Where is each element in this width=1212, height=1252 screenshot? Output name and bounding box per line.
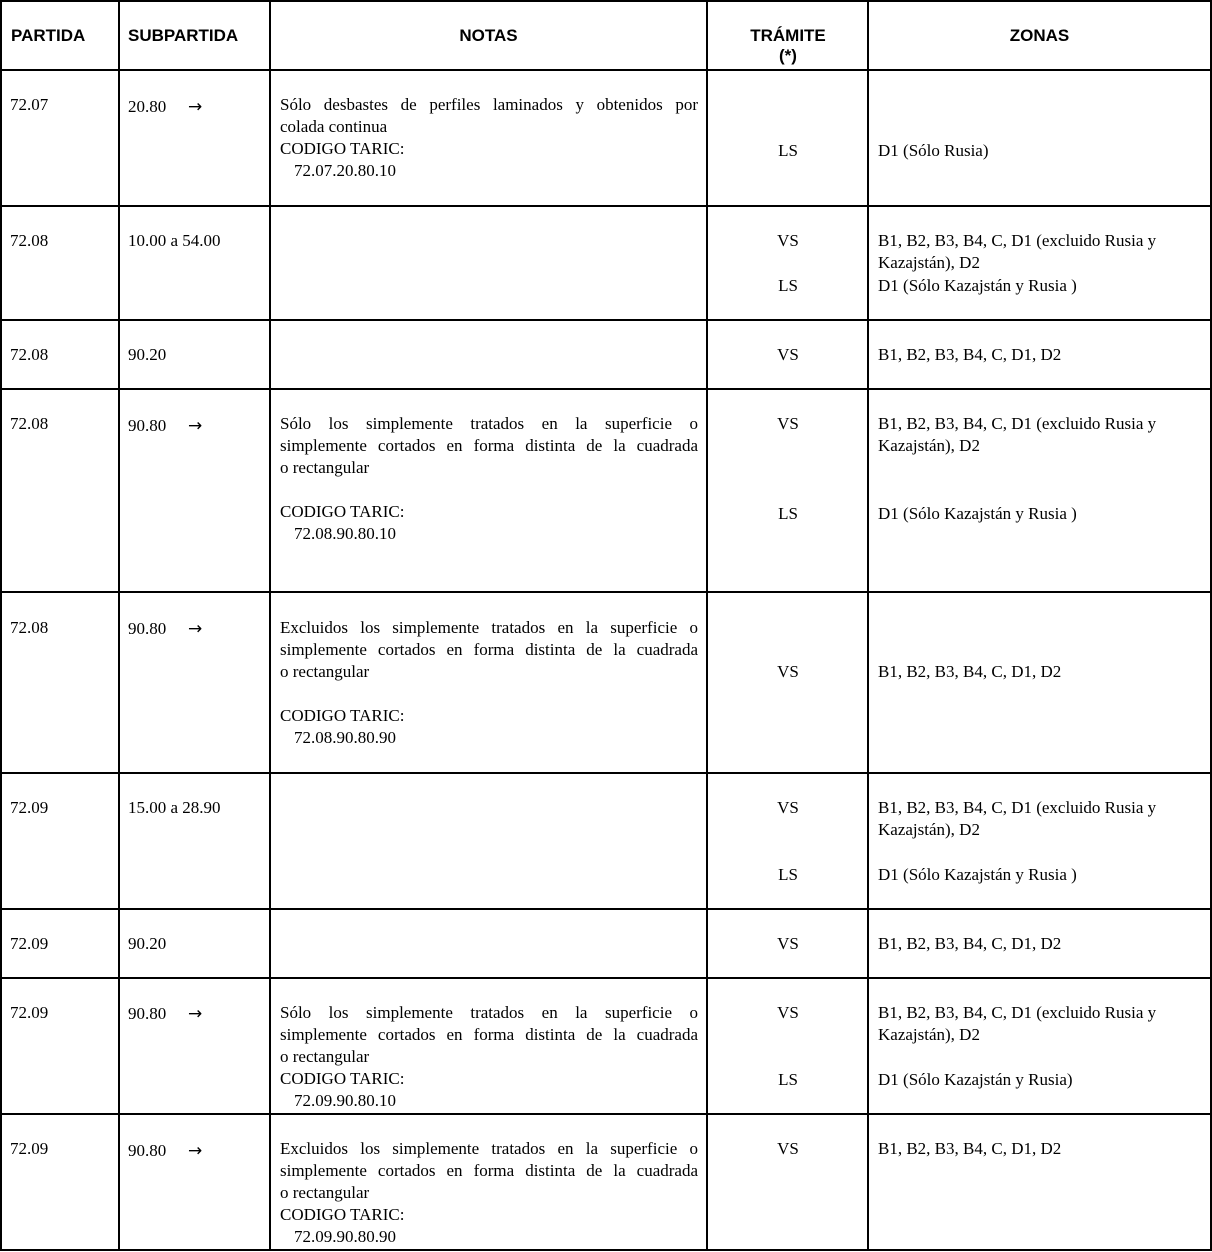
notes-line: Sólo los simplemente tratados en la superficie o — [280, 1003, 698, 1022]
cell-notas — [280, 617, 698, 749]
cell-partida: 72.09 — [10, 1003, 49, 1022]
cell-partida: 72.08 — [10, 231, 49, 250]
cell-subpartida: 90.80 — [128, 1141, 167, 1160]
cell-subpartida: 10.00 a 54.00 — [128, 231, 221, 250]
cell-zonas: Kazajstán), D2 — [878, 820, 980, 839]
cell-notas — [280, 1002, 698, 1112]
cell-zonas: Kazajstán), D2 — [878, 1025, 980, 1044]
row-divider — [0, 772, 1212, 774]
header-subpartida: SUBPARTIDA — [128, 26, 239, 45]
cell-partida: 72.08 — [10, 618, 49, 637]
cell-tramite: VS — [777, 345, 799, 364]
col-divider — [269, 0, 271, 1251]
notes-line: o rectangular — [280, 458, 370, 477]
arrow-icon: → — [188, 619, 203, 639]
row-divider — [0, 1113, 1212, 1115]
header-tramite-note: (*) — [779, 46, 797, 65]
taric-label: CODIGO TARIC: — [280, 139, 405, 158]
cell-subpartida: 20.80 — [128, 97, 167, 116]
row-divider — [0, 388, 1212, 390]
cell-notas — [280, 413, 698, 545]
notes-line: o rectangular — [280, 662, 370, 681]
col-divider — [118, 0, 120, 1251]
header-partida: PARTIDA — [11, 26, 86, 45]
taric-label: CODIGO TARIC: — [280, 1069, 405, 1088]
cell-partida: 72.07 — [10, 95, 49, 114]
table-border-bottom — [0, 1249, 1212, 1251]
header-tramite: TRÁMITE — [750, 26, 826, 45]
header-zonas: ZONAS — [1009, 26, 1070, 45]
notes-line: simplemente cortados en forma distinta de la cuadrada — [280, 1161, 698, 1180]
cell-notas — [280, 1138, 698, 1248]
cell-zonas: D1 (Sólo Kazajstán y Rusia ) — [878, 276, 1077, 295]
cell-tramite: VS — [777, 1003, 799, 1022]
cell-partida: 72.09 — [10, 798, 49, 817]
cell-tramite: LS — [778, 1070, 798, 1089]
notes-line: colada continua — [280, 117, 388, 136]
arrow-icon: → — [188, 416, 203, 436]
taric-label: CODIGO TARIC: — [280, 706, 405, 725]
cell-subpartida: 90.20 — [128, 934, 167, 953]
notes-line: o rectangular — [280, 1047, 370, 1066]
cell-partida: 72.08 — [10, 345, 49, 364]
cell-zonas: D1 (Sólo Kazajstán y Rusia) — [878, 1070, 1073, 1089]
cell-subpartida: 90.20 — [128, 345, 167, 364]
taric-label: CODIGO TARIC: — [280, 1205, 405, 1224]
cell-tramite: VS — [777, 414, 799, 433]
cell-zonas: B1, B2, B3, B4, C, D1 (excluido Rusia y — [878, 231, 1157, 250]
cell-partida: 72.08 — [10, 414, 49, 433]
notes-line: Excluidos los simplemente tratados en la superficie o — [280, 618, 698, 637]
cell-zonas: Kazajstán), D2 — [878, 436, 980, 455]
cell-zonas: B1, B2, B3, B4, C, D1, D2 — [878, 934, 1062, 953]
arrow-icon: → — [188, 1141, 203, 1161]
notes-line: simplemente cortados en forma distinta de la cuadrada — [280, 640, 698, 659]
notes-line: Sólo los simplemente tratados en la superficie o — [280, 414, 698, 433]
cell-tramite: VS — [777, 662, 799, 681]
cell-tramite: LS — [778, 504, 798, 523]
cell-notas — [280, 94, 698, 182]
row-divider — [0, 977, 1212, 979]
cell-zonas: B1, B2, B3, B4, C, D1, D2 — [878, 345, 1062, 364]
taric-label: CODIGO TARIC: — [280, 502, 405, 521]
cell-tramite: LS — [778, 141, 798, 160]
notes-line: Excluidos los simplemente tratados en la superficie o — [280, 1139, 698, 1158]
taric-code: 72.07.20.80.10 — [294, 161, 396, 180]
cell-zonas: B1, B2, B3, B4, C, D1, D2 — [878, 662, 1062, 681]
cell-partida: 72.09 — [10, 934, 49, 953]
cell-tramite: LS — [778, 276, 798, 295]
cell-zonas: Kazajstán), D2 — [878, 253, 980, 272]
cell-tramite: VS — [777, 934, 799, 953]
table-border-top — [0, 0, 1212, 2]
col-divider — [706, 0, 708, 1251]
notes-line: Sólo desbastes de perfiles laminados y obtenidos por — [280, 95, 698, 114]
cell-zonas: B1, B2, B3, B4, C, D1 (excluido Rusia y — [878, 414, 1157, 433]
notes-line: simplemente cortados en forma distinta de la cuadrada — [280, 436, 698, 455]
taric-code: 72.09.90.80.10 — [294, 1091, 396, 1110]
col-border-left — [0, 0, 2, 1251]
taric-code: 72.08.90.80.90 — [294, 728, 396, 747]
cell-subpartida: 90.80 — [128, 1004, 167, 1023]
cell-subpartida: 90.80 — [128, 619, 167, 638]
row-divider — [0, 205, 1212, 207]
row-divider — [0, 591, 1212, 593]
cell-subpartida: 15.00 a 28.90 — [128, 798, 221, 817]
notes-line: o rectangular — [280, 1183, 370, 1202]
cell-tramite: VS — [777, 231, 799, 250]
arrow-icon: → — [188, 97, 203, 117]
cell-zonas: D1 (Sólo Kazajstán y Rusia ) — [878, 504, 1077, 523]
cell-zonas: D1 (Sólo Rusia) — [878, 141, 989, 160]
header-divider — [0, 69, 1212, 71]
cell-zonas: B1, B2, B3, B4, C, D1 (excluido Rusia y — [878, 798, 1157, 817]
row-divider — [0, 319, 1212, 321]
cell-zonas: B1, B2, B3, B4, C, D1, D2 — [878, 1139, 1062, 1158]
cell-partida: 72.09 — [10, 1139, 49, 1158]
cell-subpartida: 90.80 — [128, 416, 167, 435]
cell-tramite: VS — [777, 1139, 799, 1158]
row-divider — [0, 908, 1212, 910]
taric-code: 72.09.90.80.90 — [294, 1227, 396, 1246]
cell-tramite: VS — [777, 798, 799, 817]
notes-line: simplemente cortados en forma distinta de la cuadrada — [280, 1025, 698, 1044]
taric-code: 72.08.90.80.10 — [294, 524, 396, 543]
col-divider — [867, 0, 869, 1251]
arrow-icon: → — [188, 1004, 203, 1024]
cell-zonas: D1 (Sólo Kazajstán y Rusia ) — [878, 865, 1077, 884]
cell-zonas: B1, B2, B3, B4, C, D1 (excluido Rusia y — [878, 1003, 1157, 1022]
header-notas: NOTAS — [459, 26, 518, 45]
cell-tramite: LS — [778, 865, 798, 884]
